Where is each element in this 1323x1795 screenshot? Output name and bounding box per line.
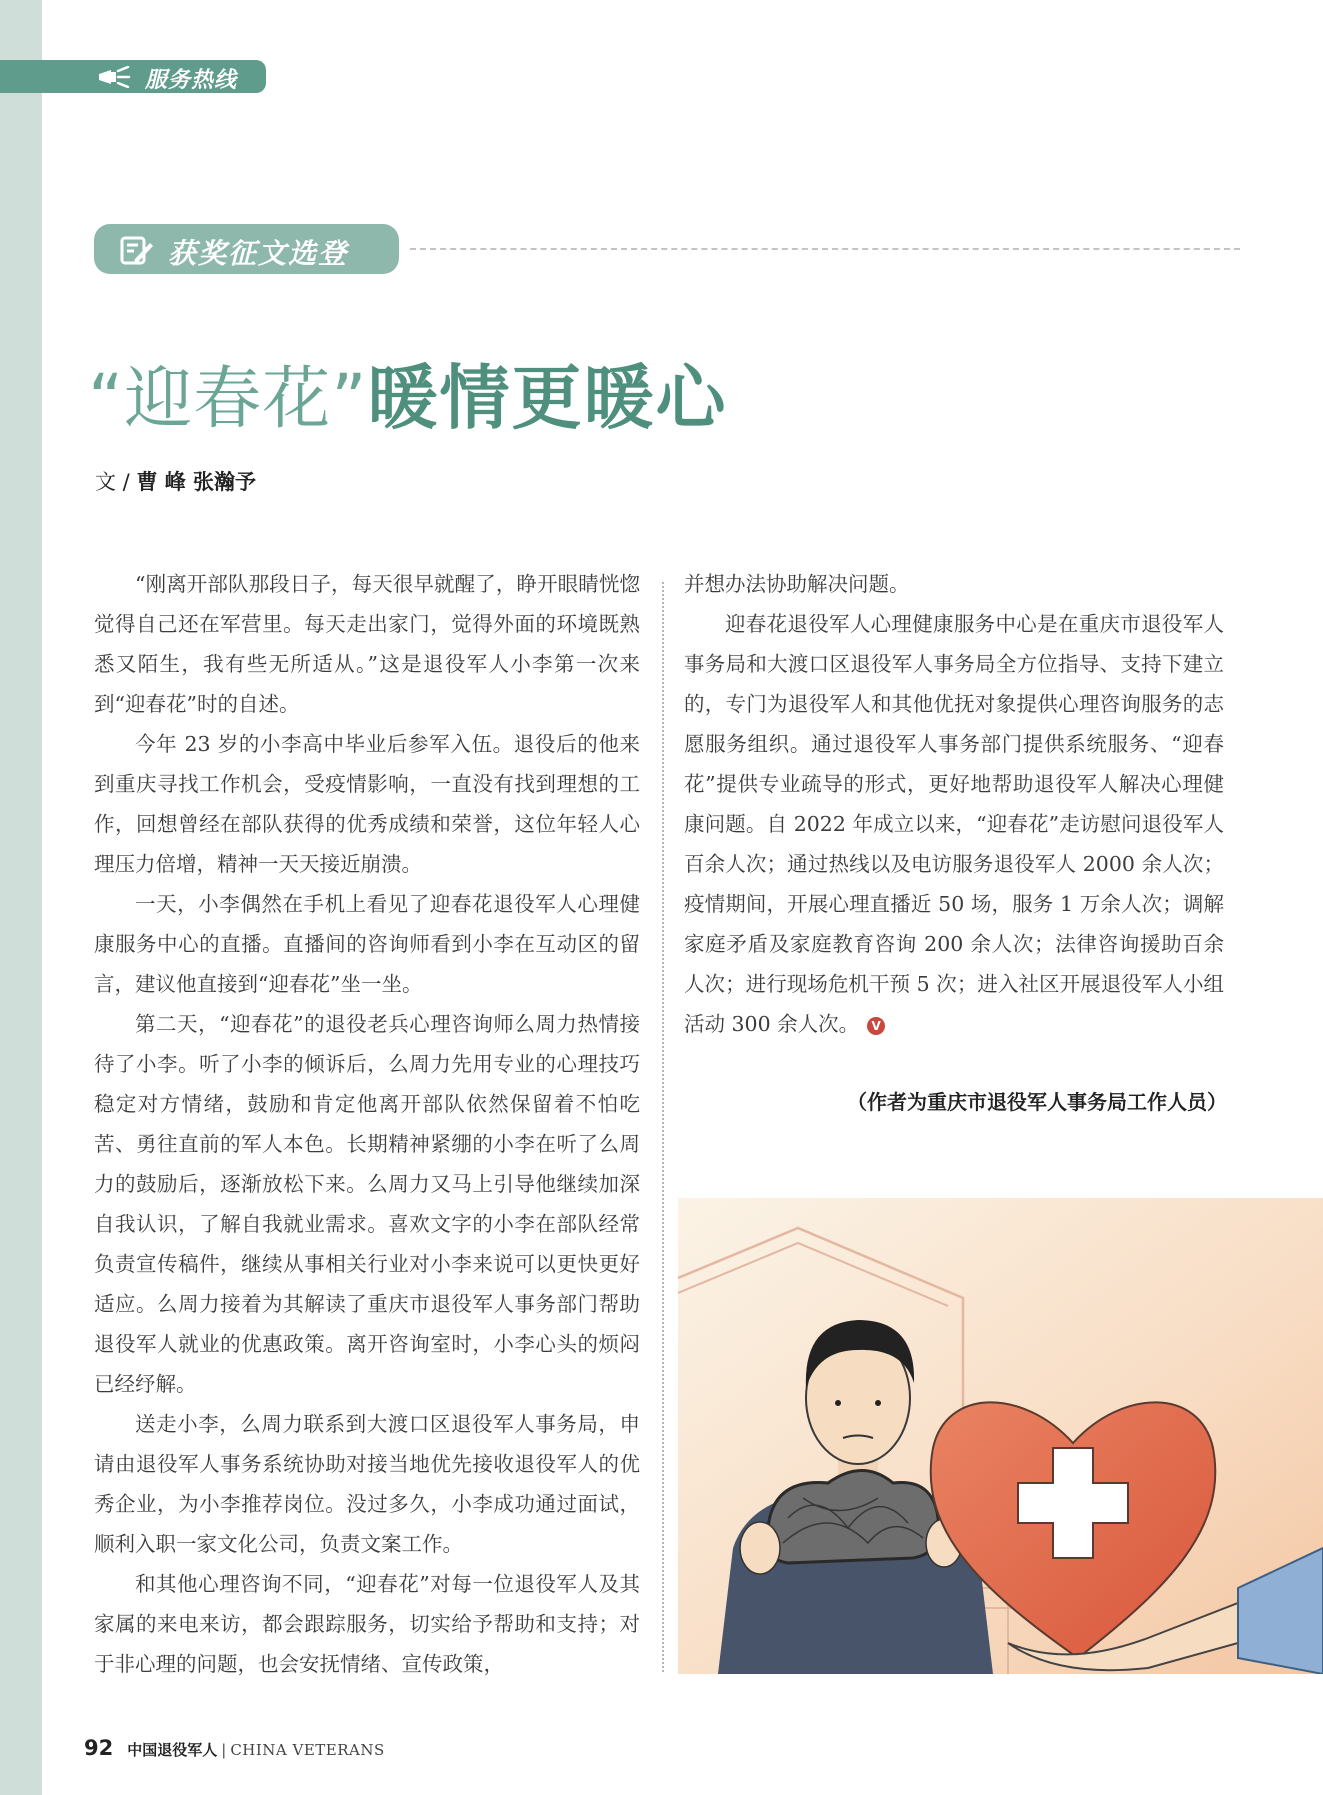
magazine-name-en: CHINA VETERANS: [230, 1741, 385, 1759]
paragraph: 和其他心理咨询不同，“迎春花”对每一位退役军人及其家属的来电来访，都会跟踪服务，切实给予帮助和支持；对于非心理的问题，也会安抚情绪、宣传政策，: [94, 1572, 640, 1676]
right-column: [684, 564, 1224, 1044]
header-dotted-rule: [410, 248, 1240, 250]
magazine-name-cn: 中国退役军人: [127, 1741, 218, 1759]
byline-prefix: 文 /: [95, 470, 137, 494]
title-quote-part: “迎春花”: [88, 360, 368, 439]
left-margin-band: [0, 0, 42, 1795]
paragraph: 今年 23 岁的小李高中毕业后参军入伍。退役后的他来到重庆寻找工作机会，受疫情影响，一直没有找到理想的工作，回想曾经在部队获得的优秀成绩和荣誉，这位年轻人心理压力倍增，精神一天天接近崩溃。: [94, 732, 640, 876]
megaphone-icon: [97, 66, 131, 92]
page-footer: [84, 1736, 385, 1760]
paragraph: 第二天，“迎春花”的退役老兵心理咨询师么周力热情接待了小李。听了小李的倾诉后，么周力先用专业的心理技巧稳定对方情绪，鼓励和肯定他离开部队依然保留着不怕吃苦、勇往直前的军人本色。长期精神紧绷的小李在听了么周力的鼓励后，逐渐放松下来。么周力又马上引导他继续加深自我认识，了解自我就业需求。喜欢文字的小李在部队经常负责宣传稿件，继续从事相关行业对小李来说可以更快更好适应。么周力接着为其解读了重庆市退役军人事务部门帮助退役军人就业的优惠政策。离开咨询室时，小李心头的烦闷已经纾解。: [94, 1012, 640, 1396]
column-label: 获奖征文选登: [168, 237, 349, 270]
paragraph: [684, 604, 1224, 1044]
byline-authors: 曹 峰 张瀚予: [136, 470, 257, 494]
paragraph-text: 迎春花退役军人心理健康服务中心是在重庆市退役军人事务局和大渡口区退役军人事务局全方位指导、支持下建立的，专门为退役军人和其他优抚对象提供心理咨询服务的志愿服务组织。通过退役军人事务部门提供系统服务、“迎春花”提供专业疏导的形式，更好地帮助退役军人解决心理健康问题。自 2022 年成立以来，“迎春花”走访慰问退役军人百余人次；通过热线以及电访服务退役军人 2000 余人次；疫情期间，开展心理直播近 50 场，服务 1 万余人次；调解家庭矛盾及家庭教育咨询 200 余人次；法律咨询援助百余人次；进行现场危机干预 5 次；进入社区开展退役军人小组活动 300 余人次。: [684, 612, 1224, 1036]
illustration: [678, 1198, 1323, 1674]
paragraph: 并想办法协助解决问题。: [684, 572, 910, 596]
column-badge: [94, 224, 399, 274]
page-number: 92: [84, 1736, 114, 1760]
section-tab: [0, 60, 266, 93]
end-mark-icon: V: [867, 1017, 885, 1035]
article-title: [88, 342, 727, 443]
section-label: 服务热线: [145, 68, 238, 93]
paragraph: 一天，小李偶然在手机上看见了迎春花退役军人心理健康服务中心的直播。直播间的咨询师看到小李在互动区的留言，建议他直接到“迎春花”坐一坐。: [94, 892, 640, 996]
paragraph: “刚离开部队那段日子，每天很早就醒了，睁开眼睛恍惚觉得自己还在军营里。每天走出家门，觉得外面的环境既熟悉又陌生，我有些无所适从。”这是退役军人小李第一次来到“迎春花”时的自述。: [94, 572, 640, 716]
title-main-part: 暖情更暖心: [367, 357, 728, 439]
author-note: （作者为重庆市退役军人事务局工作人员）: [847, 1090, 1227, 1114]
byline: [95, 466, 256, 496]
column-divider: [662, 582, 664, 1672]
edit-note-icon: [120, 235, 154, 269]
paragraph: 送走小李，么周力联系到大渡口区退役军人事务局，申请由退役军人事务系统协助对接当地优先接收退役军人的优秀企业，为小李推荐岗位。没过多久，小李成功通过面试，顺利入职一家文化公司，负责文案工作。: [94, 1412, 640, 1556]
footer-separator: |: [221, 1741, 227, 1759]
left-column: [94, 564, 640, 1684]
